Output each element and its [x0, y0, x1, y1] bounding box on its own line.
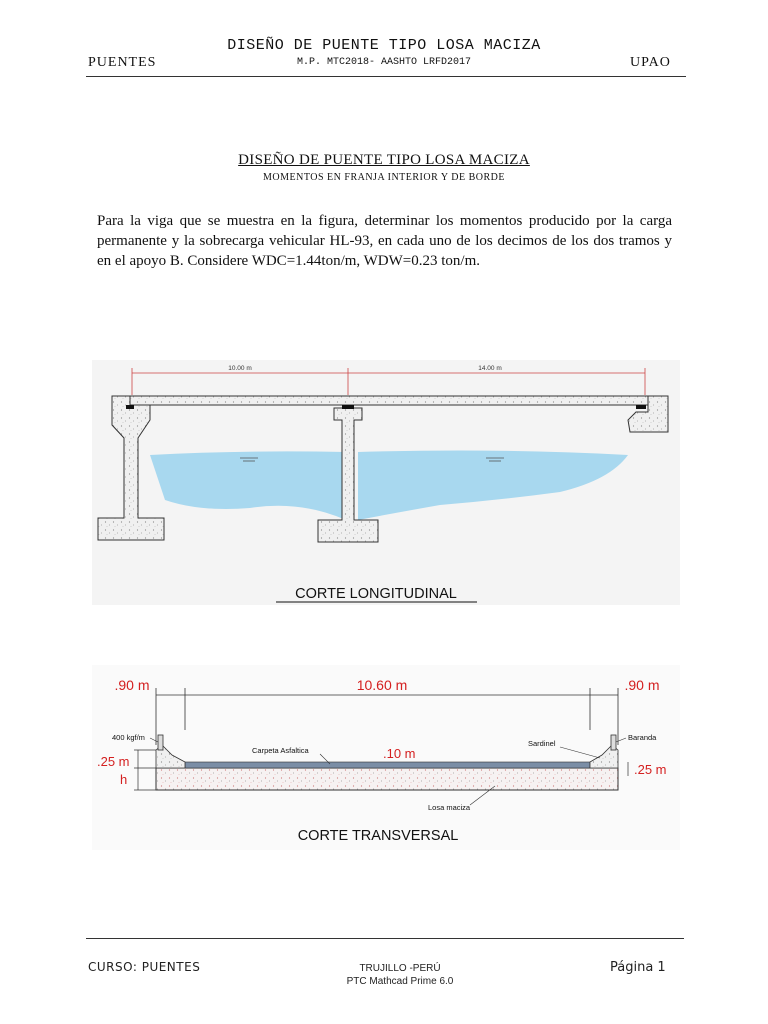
footer-page-number: Página 1 [610, 960, 666, 975]
railing-label: Baranda [628, 733, 657, 742]
problem-statement: Para la viga que se muestra en la figura, determinar los momentos producido por la carga permanente y la sobrecarga vehicular HL-93, en cada uno de los decimos de los dos tramos y en el apoyo B. Considere WDC=1.44ton/m, WDW=0.23 ton/m. [97, 213, 672, 269]
curb-label: Sardinel [528, 739, 556, 748]
document-subtitle: MOMENTOS EN FRANJA INTERIOR Y DE BORDE [263, 172, 505, 183]
header-left-label: PUENTES [88, 55, 157, 70]
curb-height-right-label: .25 m [634, 762, 667, 777]
document-title: DISEÑO DE PUENTE TIPO LOSA MACIZA [238, 152, 530, 168]
header-subtitle: M.P. MTC2018- AASHTO LRFD2017 [296, 57, 472, 68]
header-title: DISEÑO DE PUENTE TIPO LOSA MACIZA [227, 37, 541, 54]
railing-right [611, 735, 616, 750]
right-bearing [636, 405, 646, 409]
span-right-label: 14.00 m [478, 365, 502, 372]
footer-location: TRUJILLO -PERÚ [359, 963, 441, 974]
slab-height-label: h [120, 772, 128, 787]
asphalt-layer [185, 762, 590, 768]
railing-left [158, 735, 163, 750]
footer-divider [86, 938, 684, 939]
dim-center-label: 10.60 m [356, 677, 408, 693]
longitudinal-caption: CORTE LONGITUDINAL [295, 586, 457, 602]
slab-label: Losa maciza [428, 803, 471, 812]
asphalt-thickness-label: .10 m [383, 746, 416, 761]
solid-slab [156, 768, 618, 790]
footer-center [300, 962, 500, 988]
footer-course: CURSO: PUENTES [88, 960, 201, 974]
span-left-label: 10.00 m [228, 365, 252, 372]
transversal-section [92, 665, 680, 850]
footer-software: PTC Mathcad Prime 6.0 [346, 976, 454, 987]
curb-height-left-label: .25 m [97, 754, 130, 769]
dim-right-label: .90 m [624, 677, 660, 693]
transversal-caption: CORTE TRANSVERSAL [297, 828, 459, 844]
longitudinal-section [92, 360, 680, 605]
asphalt-label: Carpeta Asfaltica [252, 746, 309, 755]
header-right-label: UPAO [630, 55, 671, 70]
left-bearing [126, 405, 134, 409]
bridge-deck [130, 396, 648, 405]
load-label: 400 kgf/m [112, 733, 145, 742]
dim-left-label: .90 m [114, 677, 150, 693]
pier-bearing [342, 405, 354, 409]
